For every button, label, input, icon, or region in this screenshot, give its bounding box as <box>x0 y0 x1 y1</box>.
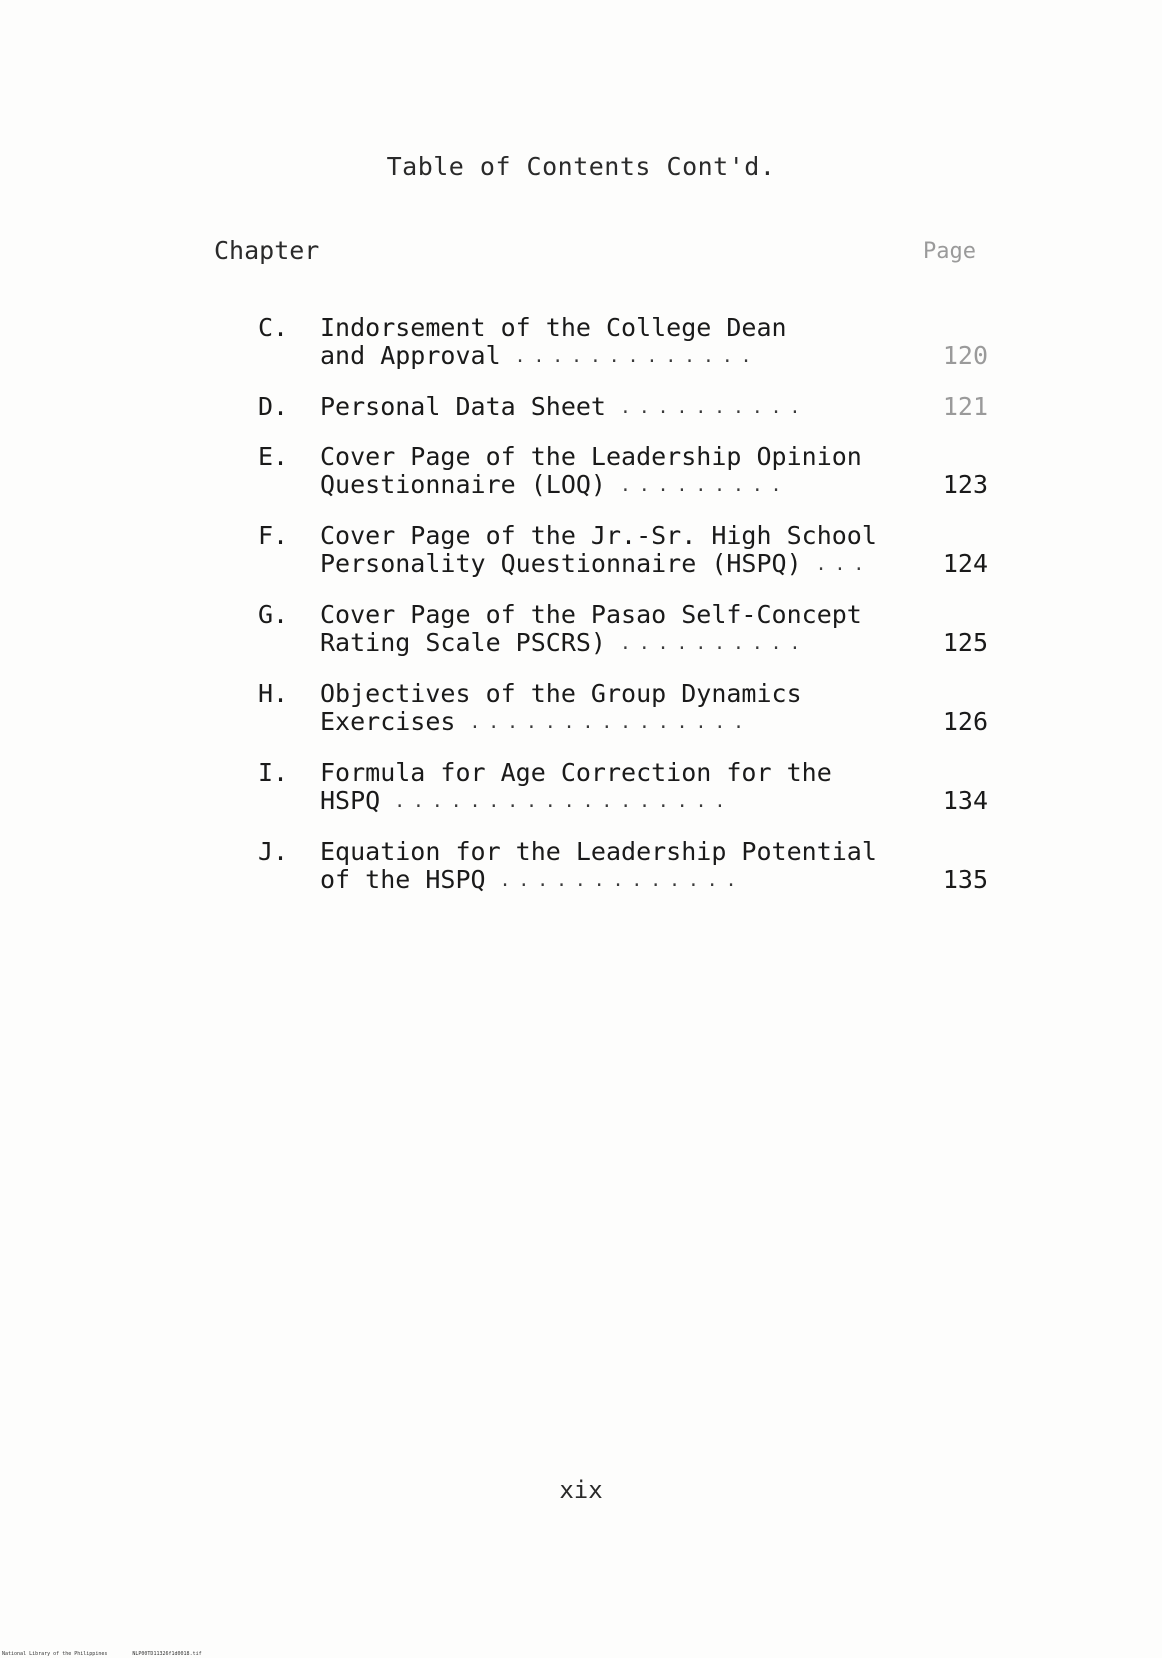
dot-leader: .......... <box>619 397 809 418</box>
toc-entry-e <box>258 443 988 522</box>
scan-credit <box>2 1651 224 1657</box>
toc-entry-h <box>258 680 988 759</box>
entry-page-number: 123 <box>942 470 988 499</box>
entry-title: Formula for Age Correction for the <box>320 758 832 787</box>
entry-page-number: 121 <box>942 392 988 421</box>
entry-title: Objectives of the Group Dynamics <box>320 679 802 708</box>
entry-title-cont: Personality Questionnaire (HSPQ) <box>320 549 802 578</box>
dot-leader: ............... <box>469 712 753 733</box>
page-number-footer: xix <box>559 1476 603 1504</box>
entry-title-cont: and Approval <box>320 341 501 370</box>
toc-entry-g <box>258 601 988 680</box>
entry-page-number: 125 <box>942 628 988 657</box>
entry-title-cont: HSPQ <box>320 786 381 815</box>
toc-entry-i <box>258 759 988 838</box>
toc-entry-j <box>258 838 988 917</box>
entry-page-number: 120 <box>942 341 988 370</box>
dot-leader: ............. <box>514 346 760 367</box>
entry-letter: H. <box>258 679 289 708</box>
credit-filename: NLP00TD11326f1d0018.tif <box>132 1651 202 1657</box>
entry-letter: D. <box>258 392 289 421</box>
entry-title: Cover Page of the Jr.-Sr. High School <box>320 521 877 550</box>
page-column-header: Page <box>923 239 976 264</box>
entry-title-cont: Rating Scale PSCRS) <box>320 628 606 657</box>
toc-entry-f <box>258 522 988 601</box>
page-title: Table of Contents Cont'd. <box>386 152 776 181</box>
toc-entry-c <box>258 314 988 393</box>
entry-title: Equation for the Leadership Potential <box>320 837 877 866</box>
entry-page-number: 124 <box>942 549 988 578</box>
entry-title: Cover Page of the Leadership Opinion <box>320 442 862 471</box>
entry-letter: J. <box>258 837 289 866</box>
credit-library: National Library of the Philippines <box>2 1651 108 1657</box>
entry-page-number: 135 <box>942 865 988 894</box>
toc-list <box>258 314 988 917</box>
entry-page-number: 126 <box>942 707 988 736</box>
dot-leader: .................. <box>394 791 734 812</box>
entry-letter: G. <box>258 600 289 629</box>
chapter-column-header: Chapter <box>214 236 320 265</box>
entry-title-cont: of the HSPQ <box>320 865 486 894</box>
entry-letter: E. <box>258 442 289 471</box>
dot-leader: ... <box>815 554 873 575</box>
entry-page-number: 134 <box>942 786 988 815</box>
entry-title-cont: Questionnaire (LOQ) <box>320 470 606 499</box>
dot-leader: ............. <box>499 870 745 891</box>
entry-letter: I. <box>258 758 289 787</box>
entry-title: Cover Page of the Pasao Self-Concept <box>320 600 862 629</box>
entry-title: Indorsement of the College Dean <box>320 313 787 342</box>
entry-title: Personal Data Sheet <box>320 392 606 421</box>
entry-title-cont: Exercises <box>320 707 456 736</box>
toc-entry-d <box>258 393 988 443</box>
dot-leader: ......... <box>619 475 790 496</box>
dot-leader: .......... <box>619 633 809 654</box>
entry-letter: F. <box>258 521 289 550</box>
entry-letter: C. <box>258 313 289 342</box>
